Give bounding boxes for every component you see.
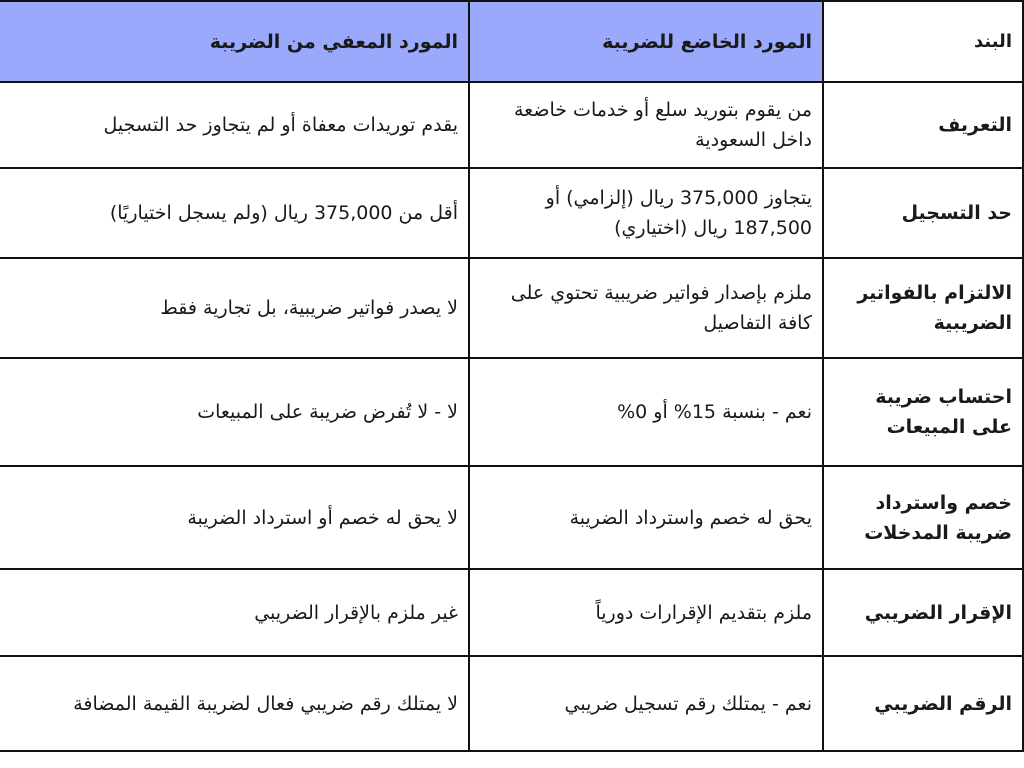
table-row — [0, 569, 1023, 656]
row-label: التعريف — [823, 82, 1023, 168]
table-row — [0, 168, 1023, 258]
exempt-cell: لا يحق له خصم أو استرداد الضريبة — [0, 466, 469, 569]
taxable-cell: يحق له خصم واسترداد الضريبة — [469, 466, 823, 569]
exempt-cell: أقل من 375,000 ريال (ولم يسجل اختياريًا) — [0, 168, 469, 258]
row-label: حد التسجيل — [823, 168, 1023, 258]
exempt-cell: غير ملزم بالإقرار الضريبي — [0, 569, 469, 656]
header-item: البند — [823, 1, 1023, 82]
table-row — [0, 258, 1023, 358]
table-header-row — [0, 1, 1023, 82]
row-label: احتساب ضريبة على المبيعات — [823, 358, 1023, 466]
row-label: الإقرار الضريبي — [823, 569, 1023, 656]
taxable-cell: نعم - يمتلك رقم تسجيل ضريبي — [469, 656, 823, 751]
table-row — [0, 466, 1023, 569]
exempt-cell: لا - لا تُفرض ضريبة على المبيعات — [0, 358, 469, 466]
row-label: خصم واسترداد ضريبة المدخلات — [823, 466, 1023, 569]
row-label: الرقم الضريبي — [823, 656, 1023, 751]
table-row — [0, 82, 1023, 168]
header-taxable-supplier: المورد الخاضع للضريبة — [469, 1, 823, 82]
exempt-cell: لا يصدر فواتير ضريبية، بل تجارية فقط — [0, 258, 469, 358]
taxable-cell: ملزم بإصدار فواتير ضريبية تحتوي على كافة التفاصيل — [469, 258, 823, 358]
taxable-cell: ملزم بتقديم الإقرارات دورياً — [469, 569, 823, 656]
taxable-cell: نعم - بنسبة 15% أو 0% — [469, 358, 823, 466]
row-label: الالتزام بالفواتير الضريبية — [823, 258, 1023, 358]
table-row — [0, 656, 1023, 751]
taxable-cell: من يقوم بتوريد سلع أو خدمات خاضعة داخل السعودية — [469, 82, 823, 168]
table-row — [0, 358, 1023, 466]
header-exempt-supplier: المورد المعفي من الضريبة — [0, 1, 469, 82]
taxable-cell: يتجاوز 375,000 ريال (إلزامي) أو 187,500 ريال (اختياري) — [469, 168, 823, 258]
exempt-cell: يقدم توريدات معفاة أو لم يتجاوز حد التسجيل — [0, 82, 469, 168]
exempt-cell: لا يمتلك رقم ضريبي فعال لضريبة القيمة المضافة — [0, 656, 469, 751]
